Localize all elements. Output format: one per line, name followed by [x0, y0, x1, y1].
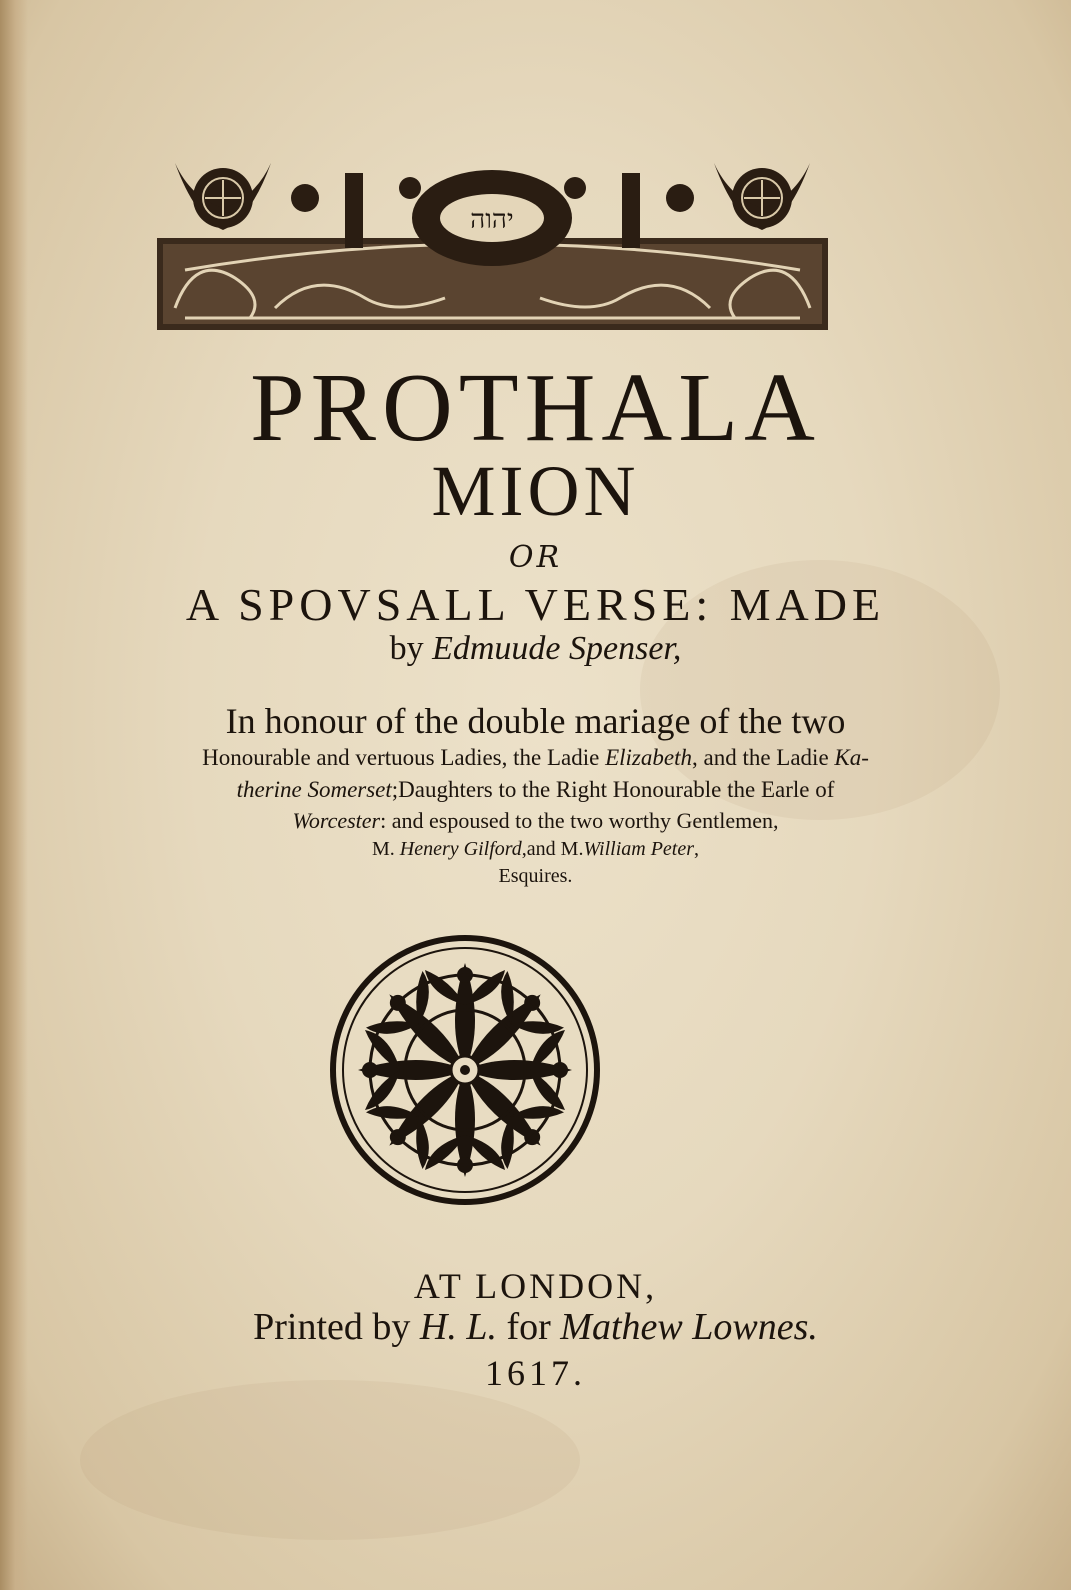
circular-ornament: [325, 935, 605, 1205]
dedication-name: Worcester: [292, 808, 381, 833]
dedication-name: therine Somerset: [236, 777, 392, 802]
publisher-name: Mathew Lownes.: [560, 1306, 818, 1348]
dedication-line-4: [0, 808, 1071, 834]
dedication-line-3: [0, 777, 1071, 803]
dedication-name: William Peter: [583, 838, 695, 860]
dedication-name: Ka-: [834, 745, 869, 770]
dedication-text: ;Daughters to the Right Honourable the Earle of: [391, 777, 835, 802]
dedication-text: M.: [371, 838, 400, 860]
dedication-text: : and espoused to the two worthy Gentlemen,: [380, 808, 779, 833]
or-text: OR: [508, 540, 563, 575]
headpiece-ornament: [155, 158, 830, 336]
dedication-text: ,and M.: [521, 838, 584, 860]
subtitle: A SPOVSALL VERSE: MADE: [185, 579, 886, 630]
imprint-year: 1617.: [485, 1353, 586, 1393]
dedication-name: Henery Gilford: [399, 838, 522, 860]
printed-prefix: Printed by: [253, 1306, 411, 1348]
dedication-text: Honourable and vertuous Ladies, the Ladie: [202, 745, 606, 770]
dedication-line-1: In honour of the double mariage of the two: [225, 701, 846, 741]
imprint-place: AT LONDON,: [413, 1266, 658, 1306]
dedication-line-6: Esquires.: [498, 865, 573, 887]
dedication-line-5: [0, 838, 1071, 861]
printer-name: H. L.: [419, 1306, 497, 1348]
imprint-printer-line: [0, 1305, 1071, 1349]
headpiece-inscription: יהוה: [470, 205, 514, 235]
dedication-name: Elizabeth: [605, 745, 692, 770]
paper-stain: [80, 1380, 580, 1540]
title-line-1: PROTHALA: [250, 354, 821, 462]
dedication-text: ,: [694, 838, 700, 860]
author-name: Edmuude Spenser,: [432, 630, 682, 667]
dedication-line-2: [0, 745, 1071, 771]
byline-prefix: by: [389, 630, 424, 667]
byline: [0, 630, 1071, 668]
for-text: for: [506, 1306, 551, 1348]
title-line-2: MION: [431, 451, 640, 531]
dedication-text: , and the Ladie: [691, 745, 835, 770]
